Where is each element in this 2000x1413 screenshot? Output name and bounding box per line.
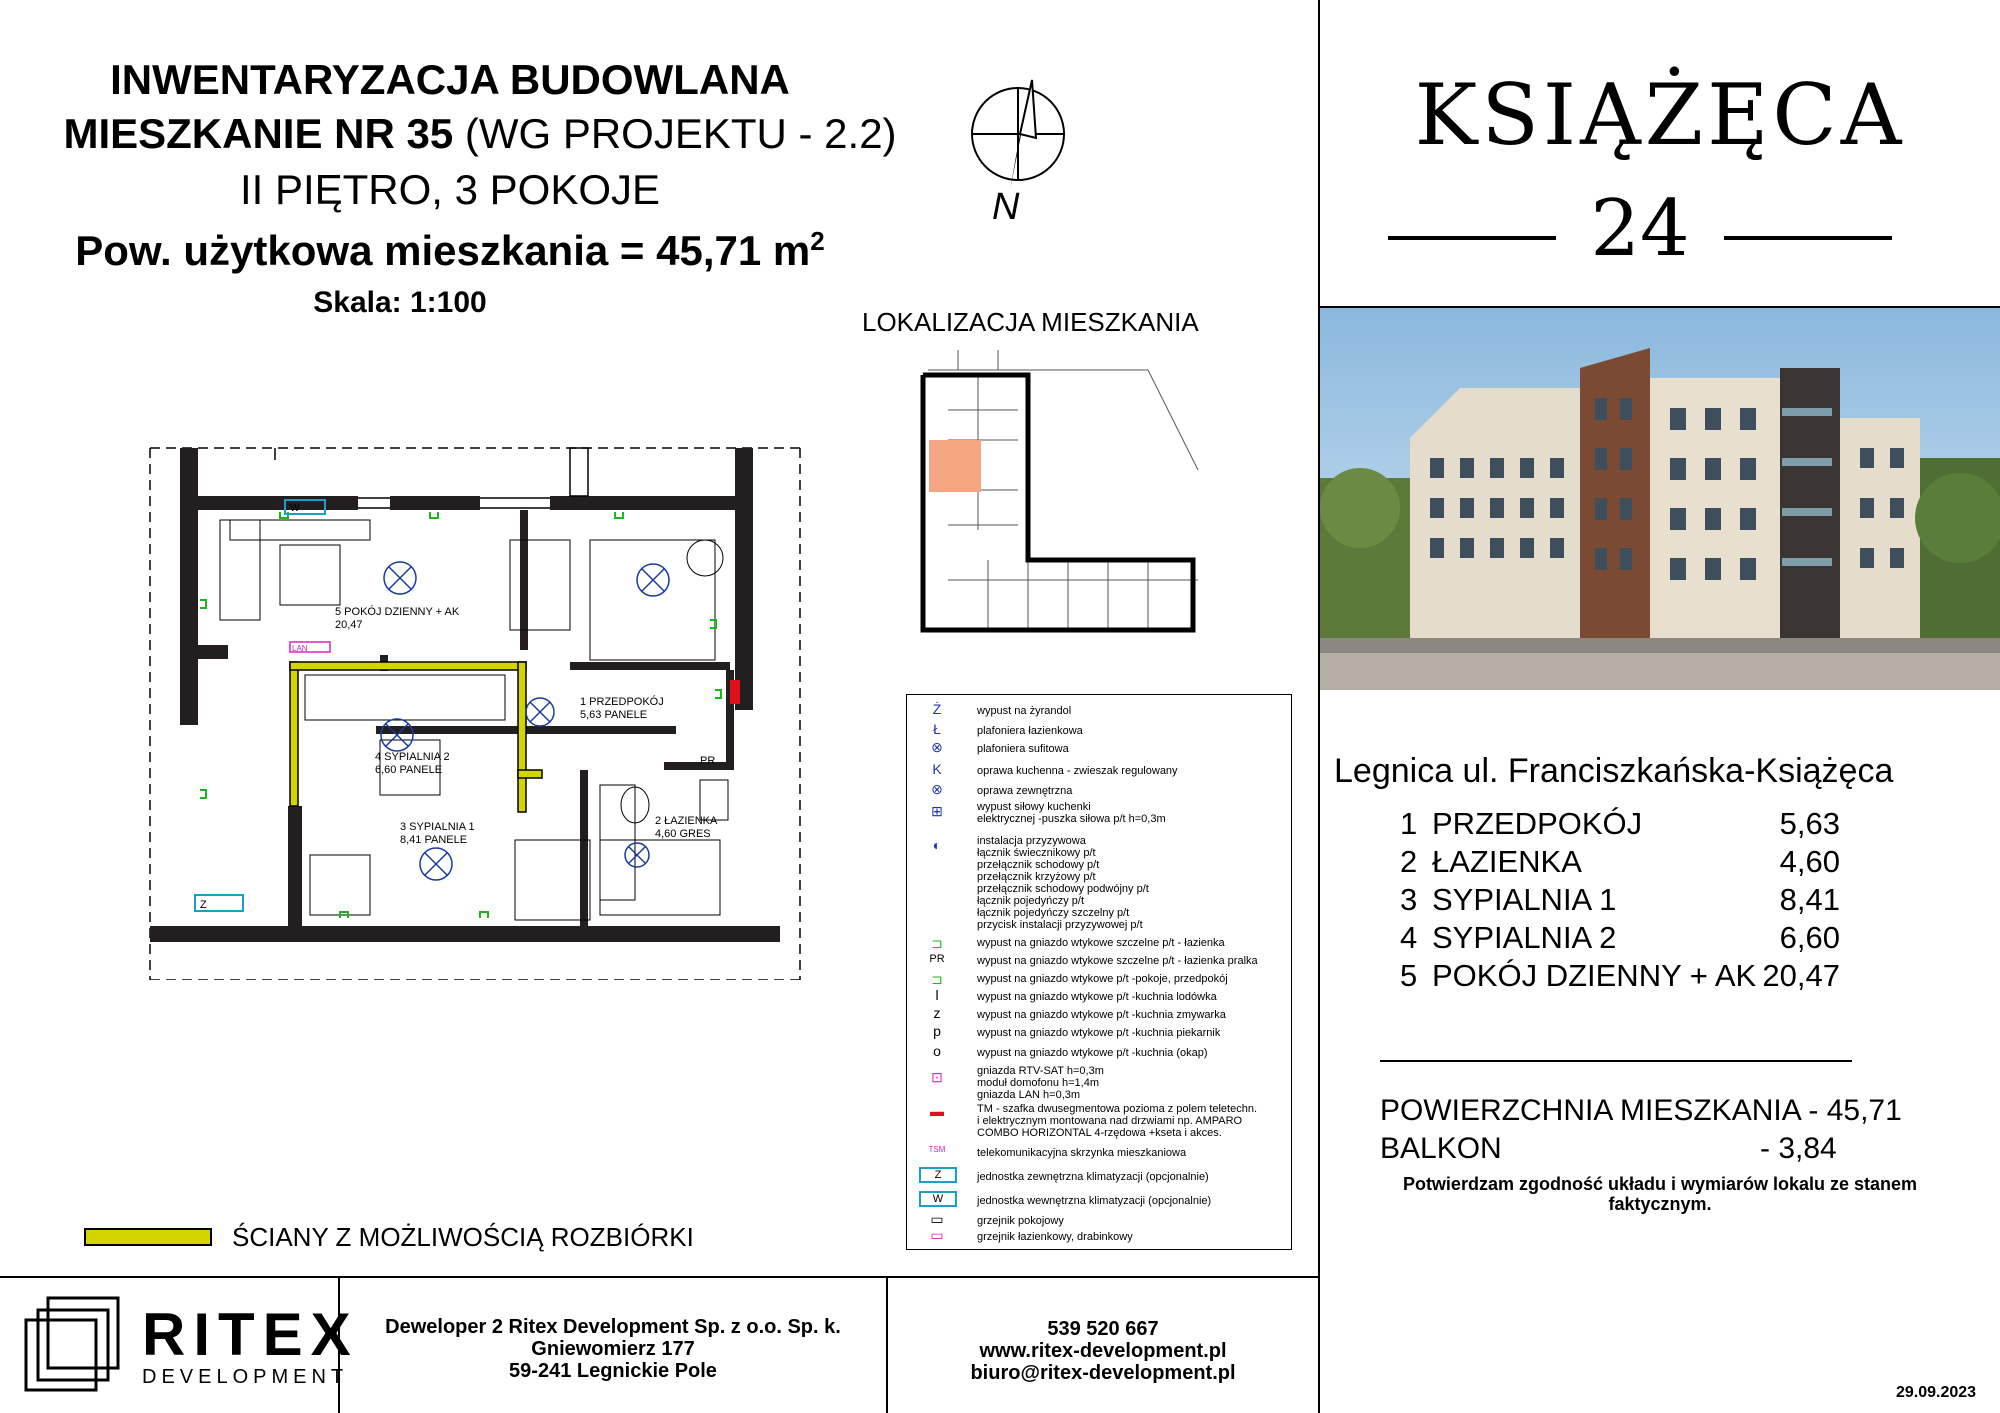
legend-text-cooker: wypust siłowy kuchenki elektrycznej -puszka siłowa p/t h=0,3m <box>977 801 1166 825</box>
legend-symbol-chandelier: Ż <box>932 701 942 717</box>
brand-name: KSIĄŻĘCA <box>1414 66 1906 164</box>
plan-label-r4-area: 6,60 PANELE <box>375 764 443 776</box>
legend-symbol-cooker: ⊞ <box>931 803 943 819</box>
legend-text-radiator: grzejnik pokojowy <box>977 1215 1064 1227</box>
legend-text-ac-outdoor: jednostka zewnętrzna klimatyzacji (opcjonalnie) <box>977 1171 1209 1183</box>
plan-label-r1: 1 PRZEDPOKÓJ <box>580 696 664 708</box>
plan-label-r4: 4 SYPIALNIA 2 <box>375 751 450 763</box>
ritex-logo-icon <box>18 1290 128 1400</box>
legend-symbol-tm-cabinet: ▬ <box>930 1103 944 1119</box>
legend-symbol-socket-hood: o <box>933 1043 941 1059</box>
legend-text-switches: instalacja przyzywowa łącznik świecznikowy p/t przełącznik schodowy p/t przełącznik krzyżowy p/t przełącznik schodowy podwójny p/t łącznik pojedyńczy p/t łącznik pojedyńczy szczelny p/t przycisk instalacji przyzywowej p/t <box>977 835 1149 931</box>
title-area <box>0 226 900 275</box>
legend-symbol-socket-rooms: ⊐ <box>931 971 943 987</box>
plan-label-r2-area: 4,60 GRES <box>655 828 711 840</box>
legend-text-ceiling-light: plafoniera sufitowa <box>977 743 1069 755</box>
brand-rule-right <box>1724 236 1892 240</box>
legend-symbol-socket-fridge: l <box>935 987 939 1003</box>
room-area: 20,47 <box>1762 958 1840 993</box>
legend-symbol-socket-dishwasher: z <box>933 1005 941 1021</box>
title-apartment-project: (WG PROJEKTU - 2.2) <box>453 110 897 157</box>
plan-pr: PR <box>700 755 716 767</box>
legend-text-outdoor-light: oprawa zewnętrzna <box>977 785 1073 797</box>
plan-label-r3: 3 SYPIALNIA 1 <box>400 821 475 833</box>
legend-symbol-outdoor-light: ⊗ <box>931 781 943 797</box>
room-number: 2 <box>1400 844 1418 879</box>
legend-text-bath-radiator: grzejnik łazienkowy, drabinkowy <box>977 1231 1133 1243</box>
title-apartment <box>0 110 960 158</box>
developer-street: Gniewomierz 177 <box>531 1338 695 1360</box>
total-balcony-label: BALKON <box>1380 1132 1502 1165</box>
room-area: 4,60 <box>1779 844 1840 879</box>
legend-symbol-ac-indoor: W <box>919 1191 957 1207</box>
legend-symbol-kitchen-light: K <box>932 761 942 777</box>
legend-symbol-switches: ◐ <box>932 837 942 853</box>
contact-email[interactable]: biuro@ritex-development.pl <box>970 1362 1236 1384</box>
legend-box <box>906 694 1292 1250</box>
plan-label-r3-area: 8,41 PANELE <box>400 834 468 846</box>
legend-symbol-ac-outdoor: Z <box>919 1167 957 1183</box>
legend-text-kitchen-light: oprawa kuchenna - zwieszak regulowany <box>977 765 1178 777</box>
room-name: SYPIALNIA 1 <box>1432 882 1617 917</box>
legend-text-socket-oven: wypust na gniazdo wtykowe p/t -kuchnia piekarnik <box>977 1027 1221 1039</box>
legend-symbol-radiator: ▭ <box>930 1211 944 1227</box>
plan-ac-z: Z <box>200 899 207 911</box>
title-inventory: INWENTARYZACJA BUDOWLANA <box>110 56 790 103</box>
legend-text-ac-indoor: jednostka wewnętrzna klimatyzacji (opcjonalnie) <box>977 1195 1212 1207</box>
room-name: PRZEDPOKÓJ <box>1432 806 1643 841</box>
frame-divider-footer <box>0 1276 1318 1278</box>
room-number: 4 <box>1400 920 1418 955</box>
title-floor: II PIĘTRO, 3 POKOJE <box>239 166 661 213</box>
plan-label-r5: 5 POKÓJ DZIENNY + AK <box>335 606 460 618</box>
compass-letter: N <box>992 186 1020 228</box>
title-apartment-number: MIESZKANIE NR 35 <box>63 110 454 157</box>
conformity-statement: Potwierdzam zgodność układu i wymiarów lokalu ze stanem faktycznym. <box>1402 1174 1918 1214</box>
room-number: 3 <box>1400 882 1418 917</box>
compass-icon <box>970 72 1070 232</box>
total-flat-area: POWIERZCHNIA MIESZKANIA - 45,71 <box>1380 1094 1902 1127</box>
legend-text-socket-washer: wypust na gniazdo wtykowe szczelne p/t - łazienka pralka <box>977 955 1258 967</box>
plan-lan: LAN <box>292 644 308 653</box>
legend-text-bath-light: plafoniera łazienkowa <box>977 725 1083 737</box>
demolition-swatch <box>84 1228 212 1246</box>
plan-label-r2: 2 ŁAZIENKA <box>655 815 718 827</box>
room-area: 5,63 <box>1779 806 1840 841</box>
legend-symbol-socket-bath: ⊐ <box>931 935 943 951</box>
brand-rule-left <box>1388 236 1556 240</box>
legend-text-rtv: gniazda RTV-SAT h=0,3m moduł domofonu h=1,4m gniazda LAN h=0,3m <box>977 1065 1104 1101</box>
title-area-sup: 2 <box>810 226 825 256</box>
room-number: 1 <box>1400 806 1418 841</box>
legend-text-chandelier: wypust na żyrandol <box>977 705 1072 717</box>
legend-text-socket-dishwasher: wypust na gniazdo wtykowe p/t -kuchnia zmywarka <box>977 1009 1226 1021</box>
legend-symbol-bath-light: Ł <box>933 721 941 737</box>
legend-symbol-socket-washer: PR <box>929 953 945 965</box>
floor-plan <box>140 440 820 980</box>
building-render <box>1320 308 2000 690</box>
legend-symbol-rtv: ⊡ <box>931 1069 943 1085</box>
frame-divider-main <box>1318 0 1320 1413</box>
legend-text-tsm: telekomunikacyjna skrzynka mieszkaniowa <box>977 1147 1187 1159</box>
room-name: SYPIALNIA 2 <box>1432 920 1617 955</box>
legend-text-socket-fridge: wypust na gniazdo wtykowe p/t -kuchnia lodówka <box>977 991 1217 1003</box>
room-area: 8,41 <box>1779 882 1840 917</box>
developer-name: Deweloper 2 Ritex Development Sp. z o.o. Sp. k. <box>385 1316 841 1338</box>
legend-text-tm-cabinet: TM - szafka dwusegmentowa pozioma z polem teletechn. i elektrycznym montowana nad drzwiami np. AMPARO COMBO HORIZONTAL 4-rzędowa +kseta i akces. <box>977 1103 1258 1139</box>
document-date: 29.09.2023 <box>1896 1384 1977 1401</box>
brand-number: 24 <box>1590 184 1690 274</box>
legend-text-socket-hood: wypust na gniazdo wtykowe p/t -kuchnia (okap) <box>977 1047 1208 1059</box>
location-highlight <box>929 440 981 492</box>
room-area: 6,60 <box>1779 920 1840 955</box>
legend-text-socket-rooms: wypust na gniazdo wtykowe p/t -pokoje, przedpokój <box>977 973 1228 985</box>
room-name: POKÓJ DZIENNY + AK <box>1432 958 1757 993</box>
ritex-logo-sub: DEVELOPMENT <box>142 1366 349 1388</box>
legend-symbol-socket-oven: p <box>933 1023 941 1039</box>
location-title: LOKALIZACJA MIESZKANIA <box>862 307 1199 337</box>
demolition-note: ŚCIANY Z MOŻLIWOŚCIĄ ROZBIÓRKI <box>232 1222 694 1252</box>
room-name: ŁAZIENKA <box>1432 844 1582 879</box>
legend-text-socket-bath: wypust na gniazdo wtykowe szczelne p/t - łazienka <box>977 937 1225 949</box>
ritex-logo-name: RITEX <box>142 1301 359 1368</box>
plan-label-r5-area: 20,47 <box>335 619 363 631</box>
contact-website[interactable]: www.ritex-development.pl <box>979 1340 1227 1362</box>
address: Legnica ul. Franciszkańska-Książęca <box>1334 752 1894 790</box>
total-balcony-value: - 3,84 <box>1760 1132 1837 1165</box>
contact-phone[interactable]: 539 520 667 <box>1047 1318 1159 1340</box>
location-key-plan <box>918 350 1208 640</box>
title-area-label: Pow. użytkowa mieszkania = 45,71 m <box>75 227 811 274</box>
plan-label-r1-area: 5,63 PANELE <box>580 709 648 721</box>
plan-ac-w: W <box>290 503 300 514</box>
legend-symbol-tsm: TSM <box>928 1145 946 1154</box>
totals-divider <box>1380 1060 1852 1062</box>
legend-symbol-ceiling-light: ⊗ <box>931 739 943 755</box>
developer-city: 59-241 Legnickie Pole <box>509 1360 717 1382</box>
title-scale: Skala: 1:100 <box>313 286 487 319</box>
legend-symbol-bath-radiator: ▭ <box>930 1227 944 1243</box>
room-number: 5 <box>1400 958 1418 993</box>
